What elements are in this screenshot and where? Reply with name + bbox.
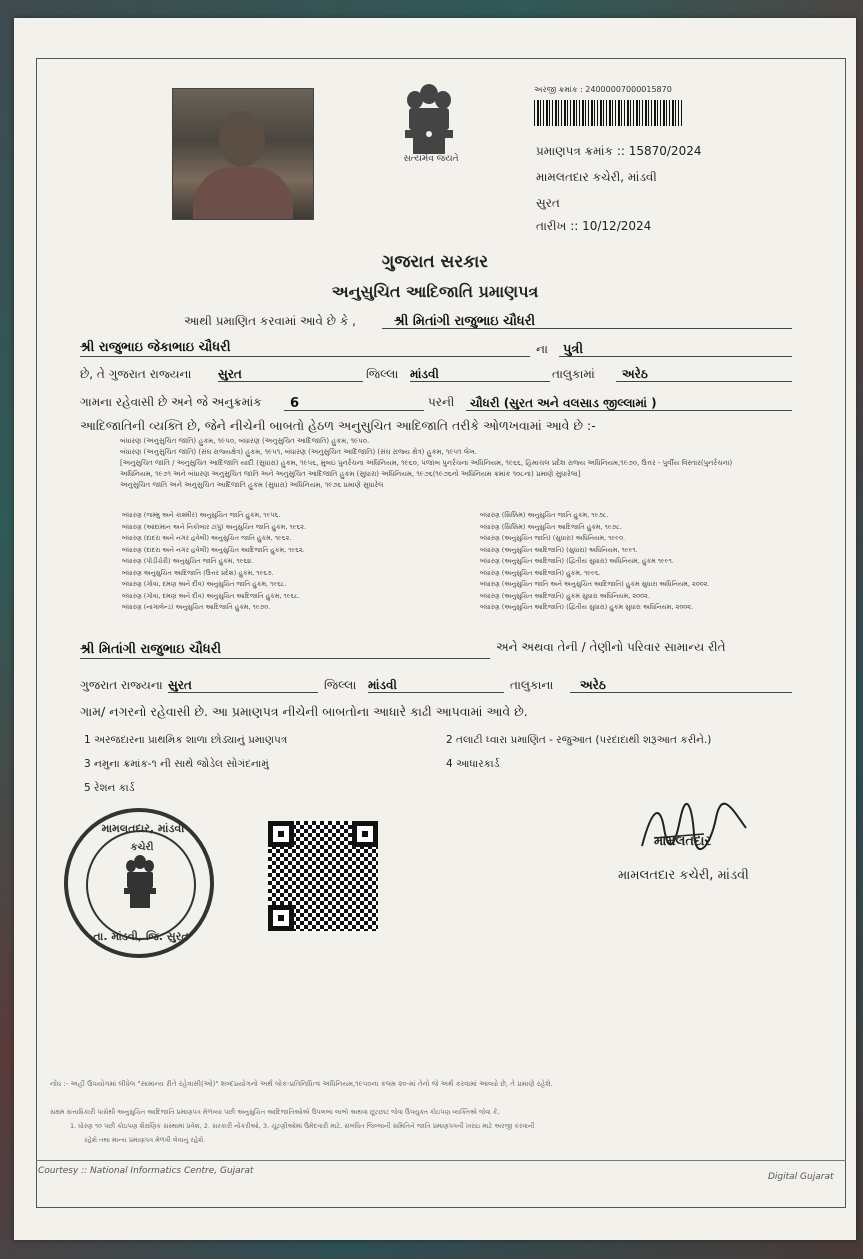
family-label: અને અથવા તેની / તેણીનો પરિવાર સામાન્ય રીતે [496, 640, 726, 654]
district-name: સુરત [536, 196, 560, 210]
signatory-office: મામલતદાર કચેરી, માંડવી [618, 868, 749, 883]
document-item: 2 તલાટી ધ્વારા પ્રમાણિત - રજુઆત (પરદાદાથી શરૂઆત કરીને.) [446, 734, 712, 746]
father-name-line [80, 336, 530, 357]
statute-item: અનુસુચિત જાતિ અને અનુસુચિત આદિજાતિ હુકમ (સુધારા) અધિનિયમ, ૧૯૭૬ પ્રમાણે સુધારેલ [120, 481, 384, 489]
family-name: શ્રી મિતાંગી રાજુભાઇ ચૌધરી [80, 642, 222, 657]
order-item: બંધારણ (ગોવા, દમણ અને દીવ) અનુસુચિત આદિજાતિ હુકમ, ૧૯૬૮. [122, 591, 300, 600]
note-line: 1. ધોરણ ૧૦ પછી કોઇપણ શૈક્ષણિક સંસ્થામાં પ્રવેશ, 2. સરકારી નોકરીઓ, 3. ચૂંટણીઓમાં ઉમેદવારી માટે, સંબંધિત જિલ્લાની સમિતિને જાતિ પ્રમાણપત્રની ખરાઇ માટે અરજી કરવાની [70, 1122, 535, 1130]
note-line: નોંધ :- અહીં ઉપયોગમાં લીધેલ "સામાન્ય રીતે રહેવાસી(ઓ)" શબ્દપ્રયોગનો અર્થ લોક-પ્રતિનિધિત્વ અધિનિયમ,૧૯૫૦ના કલમ ૨૦-માં તેનો જે અર્થ કરવામાં આવ્યો છે, તે પ્રમાણે રહેશે. [50, 1080, 553, 1088]
order-item: બંધારણ (પોંડીચેરી) અનુસુચિત જાતિ હુકમ, ૧૯૬૪. [122, 557, 254, 565]
statute-item: [અનુસુચિત જાતિ / અનુસુચિત આદિજાતિ યાદી (સુધારા) હુકમ, ૧૯૫૬, મુંબઇ પુનર્રચના અધિનિયમ, ૧૯૬૦, પંજાબ પુનર્રચના અધિનિયમ, ૧૯૬૬, હિમાચલ પ્રદેશ રાજ્ય અધિનિયમ,૧૯૭૦, ઉત્તર - પુર્વીય વિસ્તાર(પુનર્રચના) [120, 459, 733, 467]
basis-statement: ગામ/ નગરનો રહેવાસી છે. આ પ્રમાણપત્ર નીચેની બાબતોના આધારે કાઢી આપવામાં આવે છે. [80, 704, 528, 719]
jilla-label-2: જિલ્લા [324, 678, 357, 692]
note-line: રહેશે તથા માન્ય પ્રમાણપત્ર મેળવી લેવાનું રહેશે. [84, 1136, 206, 1144]
jilla-value: માંડવી [410, 367, 439, 381]
document-item: 4 આધારકાર્ડ [446, 758, 500, 770]
taluka-line-2 [570, 674, 792, 693]
digital-gujarat-text: Digital Gujarat [768, 1172, 834, 1182]
government-heading: ગુજરાત સરકાર [381, 252, 489, 272]
barcode [534, 100, 682, 126]
seal-bottom-text: તા. માંડવી, જિ. સુરત [93, 930, 189, 943]
issuing-office: મામલતદાર કચેરી, માંડવી [536, 170, 657, 184]
district-line [218, 363, 363, 382]
seal-mid-text: કચેરી [130, 842, 154, 853]
of-label: ના [536, 342, 548, 356]
certificate-number: પ્રમાણપત્ર ક્રમાંક :: 15870/2024 [536, 144, 702, 158]
order-item: બંધારણ (અનુસુચિત આદિજાતિ) (સુધારા) અધિનિયમ, ૧૯૯૧. [480, 545, 638, 554]
resident-label: ગામના રહેવાસી છે અને જે અનુક્રમાંક [80, 395, 262, 409]
left-statute-column [122, 510, 462, 614]
taluka-line [616, 363, 792, 382]
state-label-2: ગુજરાત રાજ્યના [80, 678, 163, 692]
statute-item: બંધારણ (અનુસુચિત જાતિ) (સંઘ રાજ્યક્ષેત્ર) હુકમ, ૧૯૫૧, બંધારણ (અનુસુચિત આદિજાતિ) (સંઘ રાજ્ય ક્ષેત્ર) હુકમ, ૧૯૫૧ લેખ. [120, 448, 477, 456]
applicant-name: શ્રી મિતાંગી રાજુભાઇ ચૌધરી [394, 314, 536, 329]
signature-icon [634, 798, 754, 858]
applicant-name-line [382, 310, 792, 329]
serial-value: 6 [290, 396, 300, 411]
order-item: બંધારણ (નાગાલેન્ડ) અનુસુચિત આદિજાતિ હુકમ, ૧૯૭૦. [122, 603, 271, 611]
qr-code [268, 821, 378, 931]
order-item: બંધારણ (આંદામાન અને નિકોબાર ટાપુ) અનુસુચિત જાતિ હુકમ, ૧૯૬૨. [122, 522, 307, 531]
jilla-label: જિલ્લા [366, 367, 399, 381]
order-item: બંધારણ (અનુસુચિત આદિજાતિ) (દ્વિતીય સુધારા) અધિનિયમ, હુકમ ૧૯૯૧. [480, 557, 674, 565]
order-item: બંધારણ (ગોવા, દમણ અને દીવ) અનુસુચિત જાતિ હુકમ, ૧૯૬૮. [122, 580, 287, 588]
order-item: બંધારણ (જમ્મુ અને કાશ્મીર) અનુસુચિત જાતિ હુકમ, ૧૯૫૬. [122, 511, 281, 519]
statute-item: બંધારણ (અનુસુચિત જાતિ) હુકમ, ૧૯૫૦, બંધારણ (અનુસુચિત આદિજાતિ) હુકમ, ૧૯૫૦. [120, 437, 370, 445]
issue-date: તારીખ :: 10/12/2024 [536, 219, 652, 233]
taluka-value: અરેઠ [622, 367, 648, 381]
national-emblem-icon [399, 80, 459, 158]
jilla-value-2: માંડવી [368, 678, 397, 692]
order-item: બંધારણ અનુસુચિત આદિજાતિ (ઉત્તર પ્રદેશ) હુકમ, ૧૯૬૭. [122, 568, 274, 577]
order-item: બંધારણ (દાદરા અને નગર હવેલી) અનુસુચિત જાતિ હુકમ, ૧૯૬૨. [122, 534, 292, 542]
jilla-line [410, 363, 550, 382]
certificate-title: અનુસુચિત આદિજાતિ પ્રમાણપત્ર [331, 282, 539, 301]
district-line-2 [168, 674, 318, 693]
tribe-value: ચૌધરી (સુરત અને વલસાડ જીલ્લામાં ) [470, 396, 657, 410]
family-name-line [80, 638, 490, 659]
tribe-statement: આદિજાતિની વ્યક્તિ છે, જેને નીચેની બાબતો હેઠળ અનુસુચિત આદિજાતિ તરીકે ઓળખવામાં આવે છે :- [80, 418, 596, 433]
order-item: બંધારણ (અનુસુચિત આદિજાતિ) (દ્વિતીય સુધારા) હુકમ સુધારા અધિનિયમ, ૨૦૦૨. [480, 603, 694, 611]
order-item: બંધારણ (અનુસુચિત આદિજાતિ) હુકમ, ૧૯૯૬. [480, 568, 601, 577]
certify-label: આથી પ્રમાણિત કરવામાં આવે છે કે , [184, 314, 356, 328]
office-seal [64, 808, 214, 958]
order-item: બંધારણ (અનુસુચિત જાતિ અને અનુસુચિત આદિજાતિ) હુકમ સુધારા અધિનિયમ, ૨૦૦૨. [480, 580, 710, 588]
seal-top-text: મામલતદાર, માંડવી [101, 822, 185, 835]
order-item: બંધારણ (અનુસુચિત જાતિ) (સુધારા) અધિનિયમ, ૧૯૯૦. [480, 534, 626, 542]
document-item: 5 રેશન કાર્ડ [84, 782, 135, 794]
district-value-2: સુરત [168, 678, 192, 692]
order-item: બંધારણ (સિક્કિમ) અનુસુચિત જાતિ હુકમ, ૧૯૭૮. [480, 511, 609, 519]
father-name: શ્રી રાજુભાઇ જેકાભાઇ ચૌધરી [80, 340, 231, 355]
certificate-paper [14, 18, 856, 1240]
order-item: બંધારણ (અનુસુચિત આદિજાતિ) હુકમ સુધારા અધિનિયમ, ૨૦૦૨. [480, 591, 650, 600]
of-tribe-label: પરની [428, 395, 455, 409]
footer-divider [36, 1160, 846, 1161]
district-value: સુરત [218, 367, 242, 381]
tribe-line [466, 392, 792, 411]
note-line: સક્ષમ સત્તાધિકારી પાસેથી અનુસુચિત આદિજાતિ પ્રમાણપત્ર મેળવ્યા પછી અનુસુચિત આદિજાતિઓએ ઉપલબ્ધ લાભો અથવા છૂટછાટ જેવા ઉપયુક્ત કોઇપણ વ્યક્તિએ જેવા કે, [50, 1108, 500, 1116]
emblem-motto: સત્યમેવ જયતે [403, 154, 459, 164]
relation-value: પુત્રી [563, 342, 584, 357]
taluka-value-2: અરેઠ [580, 678, 606, 692]
document-item: 1 અરજદારના પ્રાથમિક શાળા છોડ્યાનું પ્રમાણપત્ર [84, 734, 288, 746]
signatory-designation: મામલતદાર [654, 834, 712, 849]
jilla-line-2 [368, 674, 504, 693]
right-statute-column [480, 510, 820, 614]
taluka-label: તાલુકામાં [552, 367, 595, 381]
state-label: છે, તે ગુજરાત રાજ્યના [80, 367, 192, 381]
seal-emblem-icon [120, 852, 160, 912]
application-number: અરજી ક્રમાંક : 24000007000015870 [534, 85, 672, 94]
statute-item: અધિનિયમ, ૧૯૭૧ અને બંધારણ અનુસુચિત જાતિ અને અનુસુચિત આદિજાતિ હુકમ (સુધારા) અધિનિયમ, ૧૯૭૬(૧૯૭૬નો અધિનિયમ ક્રમાંક ૧૦૮ના) પ્રમાણે સુધારેલા] [120, 470, 581, 478]
certificate-frame [36, 58, 846, 1208]
relation-line [559, 338, 792, 357]
statute-list [120, 436, 820, 491]
order-item: બંધારણ (દાદરા અને નગર હવેલી) અનુસુચિત આદિજાતિ હુકમ, ૧૯૬૨. [122, 545, 305, 554]
serial-line [284, 392, 424, 411]
applicant-photo [172, 88, 314, 220]
order-item: બંધારણ (સિક્કિમ) અનુસુચિત આદિજાતિ હુકમ, ૧૯૭૮. [480, 522, 622, 531]
courtesy-text: Courtesy :: National Informatics Centre, Gujarat [38, 1166, 254, 1176]
taluka-label-2: તાલુકાના [510, 678, 554, 692]
document-item: 3 નમુના ક્રમાંક-૧ ની સાથે જોડેલ સોગંદનામું [84, 758, 269, 770]
